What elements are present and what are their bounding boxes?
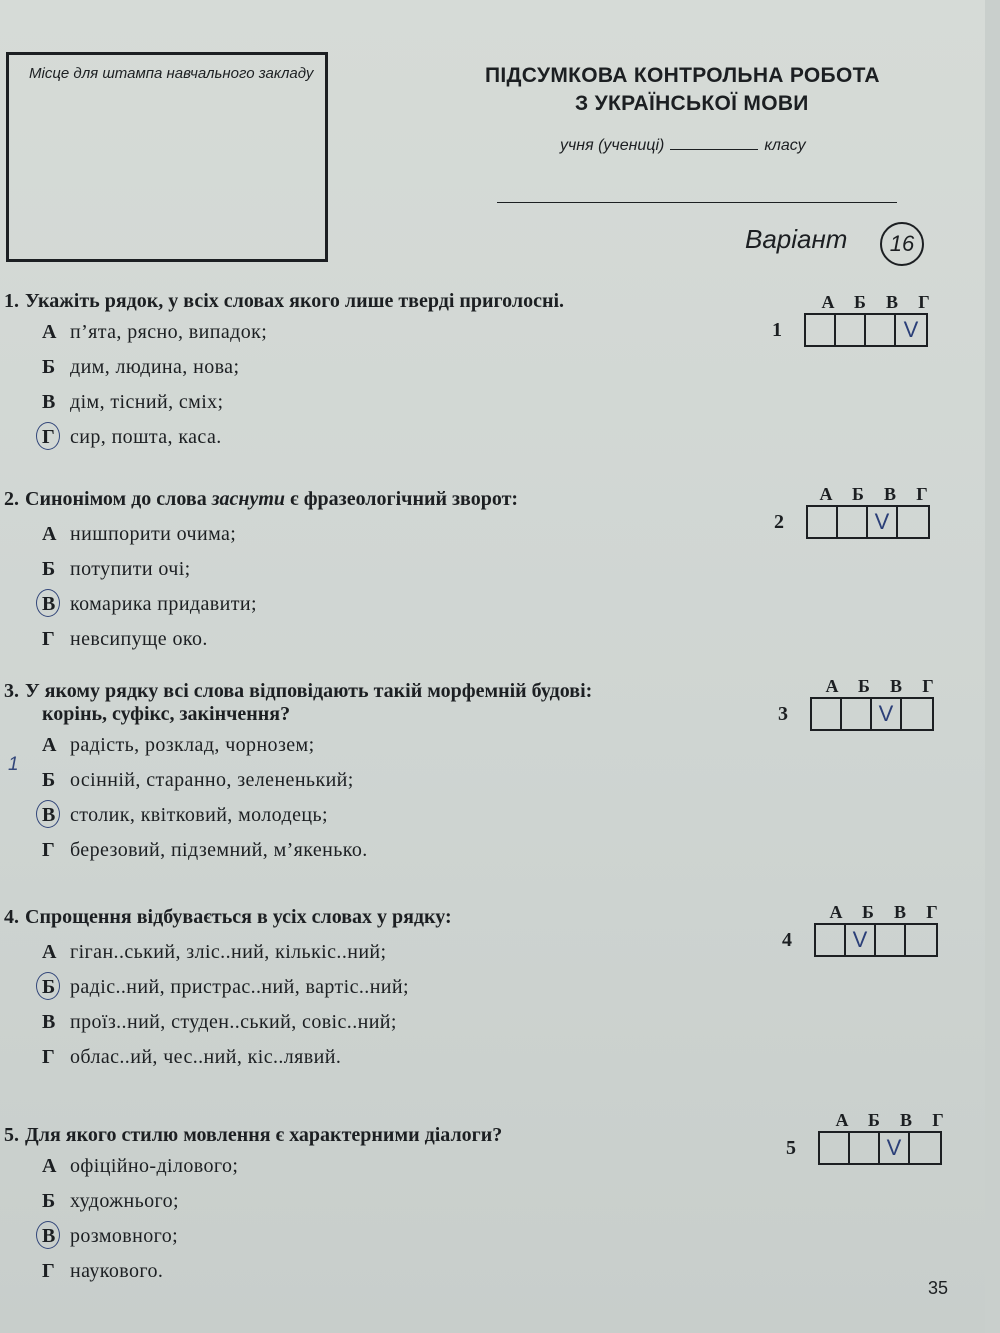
- answer-cell-a[interactable]: [820, 1133, 850, 1163]
- option-a: А п’ята, рясно, випадок;: [42, 321, 268, 343]
- student-suffix: класу: [764, 137, 806, 154]
- answer-cell-v[interactable]: V: [868, 507, 898, 537]
- option-v: В дім, тісний, сміх;: [42, 391, 224, 413]
- answer-cells: [810, 697, 934, 731]
- question-text-line2: корінь, суфікс, закінчення?: [42, 703, 291, 725]
- option-g: Г наукового.: [42, 1260, 164, 1282]
- answer-letters: А Б В Г: [825, 676, 934, 696]
- test-subject: З УКРАЇНСЬКОЇ МОВИ: [575, 92, 809, 115]
- answer-grid-3: [778, 676, 944, 731]
- question-text: 3. У якому рядку всі слова відповідають такій морфемній будові:: [4, 680, 593, 702]
- option-a: А нишпорити очима;: [42, 523, 237, 545]
- name-underline: [497, 202, 897, 203]
- answer-cells: [804, 313, 928, 347]
- option-b: Б потупити очі;: [42, 558, 191, 580]
- answer-cell-a[interactable]: [816, 925, 846, 955]
- question-4: [4, 906, 452, 1081]
- answer-cell-a[interactable]: [812, 699, 842, 729]
- answer-cell-v[interactable]: [866, 315, 896, 345]
- answer-cells: [814, 923, 938, 957]
- option-v: В комарика придавити;: [42, 593, 257, 615]
- question-3: [4, 680, 593, 874]
- variant-number: 16: [880, 222, 924, 266]
- answer-letters: А Б В Г: [821, 292, 930, 312]
- answer-cell-b[interactable]: [836, 315, 866, 345]
- answer-number: 5: [786, 1136, 796, 1159]
- answer-number: 1: [772, 318, 782, 341]
- option-b: Б дим, людина, нова;: [42, 356, 240, 378]
- question-text: 1. Укажіть рядок, у всіх словах якого лише тверді приголосні.: [4, 290, 565, 312]
- answer-letters: А Б В Г: [835, 1110, 944, 1130]
- page-number: 35: [928, 1278, 949, 1298]
- answer-letters: А Б В Г: [829, 902, 938, 922]
- option-b: Б радіс..ний, пристрас..ний, вартіс..ний;: [42, 976, 409, 998]
- variant-label: Варіант: [745, 224, 848, 254]
- answer-cell-g[interactable]: [910, 1133, 940, 1163]
- question-text: 4. Спрощення відбувається в усіх словах у рядку:: [4, 906, 452, 928]
- option-g: Г облас..ий, чес..ний, кіс..лявий.: [42, 1046, 342, 1068]
- answer-number: 3: [778, 702, 788, 725]
- student-prefix: учня (учениці): [560, 137, 665, 154]
- answer-cell-v[interactable]: V: [880, 1133, 910, 1163]
- answer-cell-v[interactable]: V: [872, 699, 902, 729]
- answer-grid-2: [774, 484, 938, 539]
- answer-number: 2: [774, 510, 784, 533]
- option-a: А гіган..ський, зліс..ний, кількіс..ний;: [42, 941, 387, 963]
- option-b: Б художнього;: [42, 1190, 179, 1212]
- student-class-line: [560, 137, 806, 155]
- answer-number: 4: [782, 928, 792, 951]
- option-a: А радість, розклад, чорнозем;: [42, 734, 315, 756]
- school-stamp-box: [6, 52, 328, 262]
- answer-cell-g[interactable]: [902, 699, 932, 729]
- answer-cell-b[interactable]: V: [846, 925, 876, 955]
- answer-grid-1: [772, 292, 940, 347]
- option-a: А офіційно-ділового;: [42, 1155, 239, 1177]
- answer-cell-g[interactable]: [906, 925, 936, 955]
- option-g: Г березовий, підземний, м’якенько.: [42, 839, 368, 861]
- question-1: [4, 290, 565, 461]
- answer-cells: [806, 505, 930, 539]
- margin-note: 1: [8, 754, 19, 775]
- answer-cells: [818, 1131, 942, 1165]
- answer-cell-a[interactable]: [806, 315, 836, 345]
- answer-cell-b[interactable]: [850, 1133, 880, 1163]
- answer-cell-a[interactable]: [808, 507, 838, 537]
- option-g: Г сир, пошта, каса.: [42, 426, 222, 448]
- answer-letters: А Б В Г: [819, 484, 928, 504]
- question-text: 5. Для якого стилю мовлення є характерними діалоги?: [4, 1124, 503, 1146]
- stamp-label: Місце для штампа навчального закладу: [29, 65, 314, 82]
- option-g: Г невсипуще око.: [42, 628, 208, 650]
- answer-cell-g[interactable]: [898, 507, 928, 537]
- option-b: Б осінній, старанно, зелененький;: [42, 769, 354, 791]
- answer-grid-5: [786, 1110, 954, 1165]
- option-v: В столик, квітковий, молодець;: [42, 804, 328, 826]
- answer-cell-g[interactable]: V: [903, 317, 919, 342]
- class-blank: [670, 149, 758, 150]
- answer-cell-b[interactable]: [838, 507, 868, 537]
- question-5: [4, 1124, 503, 1295]
- answer-cell-b[interactable]: [842, 699, 872, 729]
- option-v: В проїз..ний, студен..ський, совіс..ний;: [42, 1011, 397, 1033]
- test-title: ПІДСУМКОВА КОНТРОЛЬНА РОБОТА: [485, 64, 880, 87]
- question-2: [4, 488, 519, 663]
- answer-cell-v[interactable]: [876, 925, 906, 955]
- question-text: 2. Синонімом до слова заснути є фразеологічний зворот:: [4, 488, 519, 510]
- answer-grid-4: [782, 902, 948, 957]
- option-v: В розмовного;: [42, 1225, 179, 1247]
